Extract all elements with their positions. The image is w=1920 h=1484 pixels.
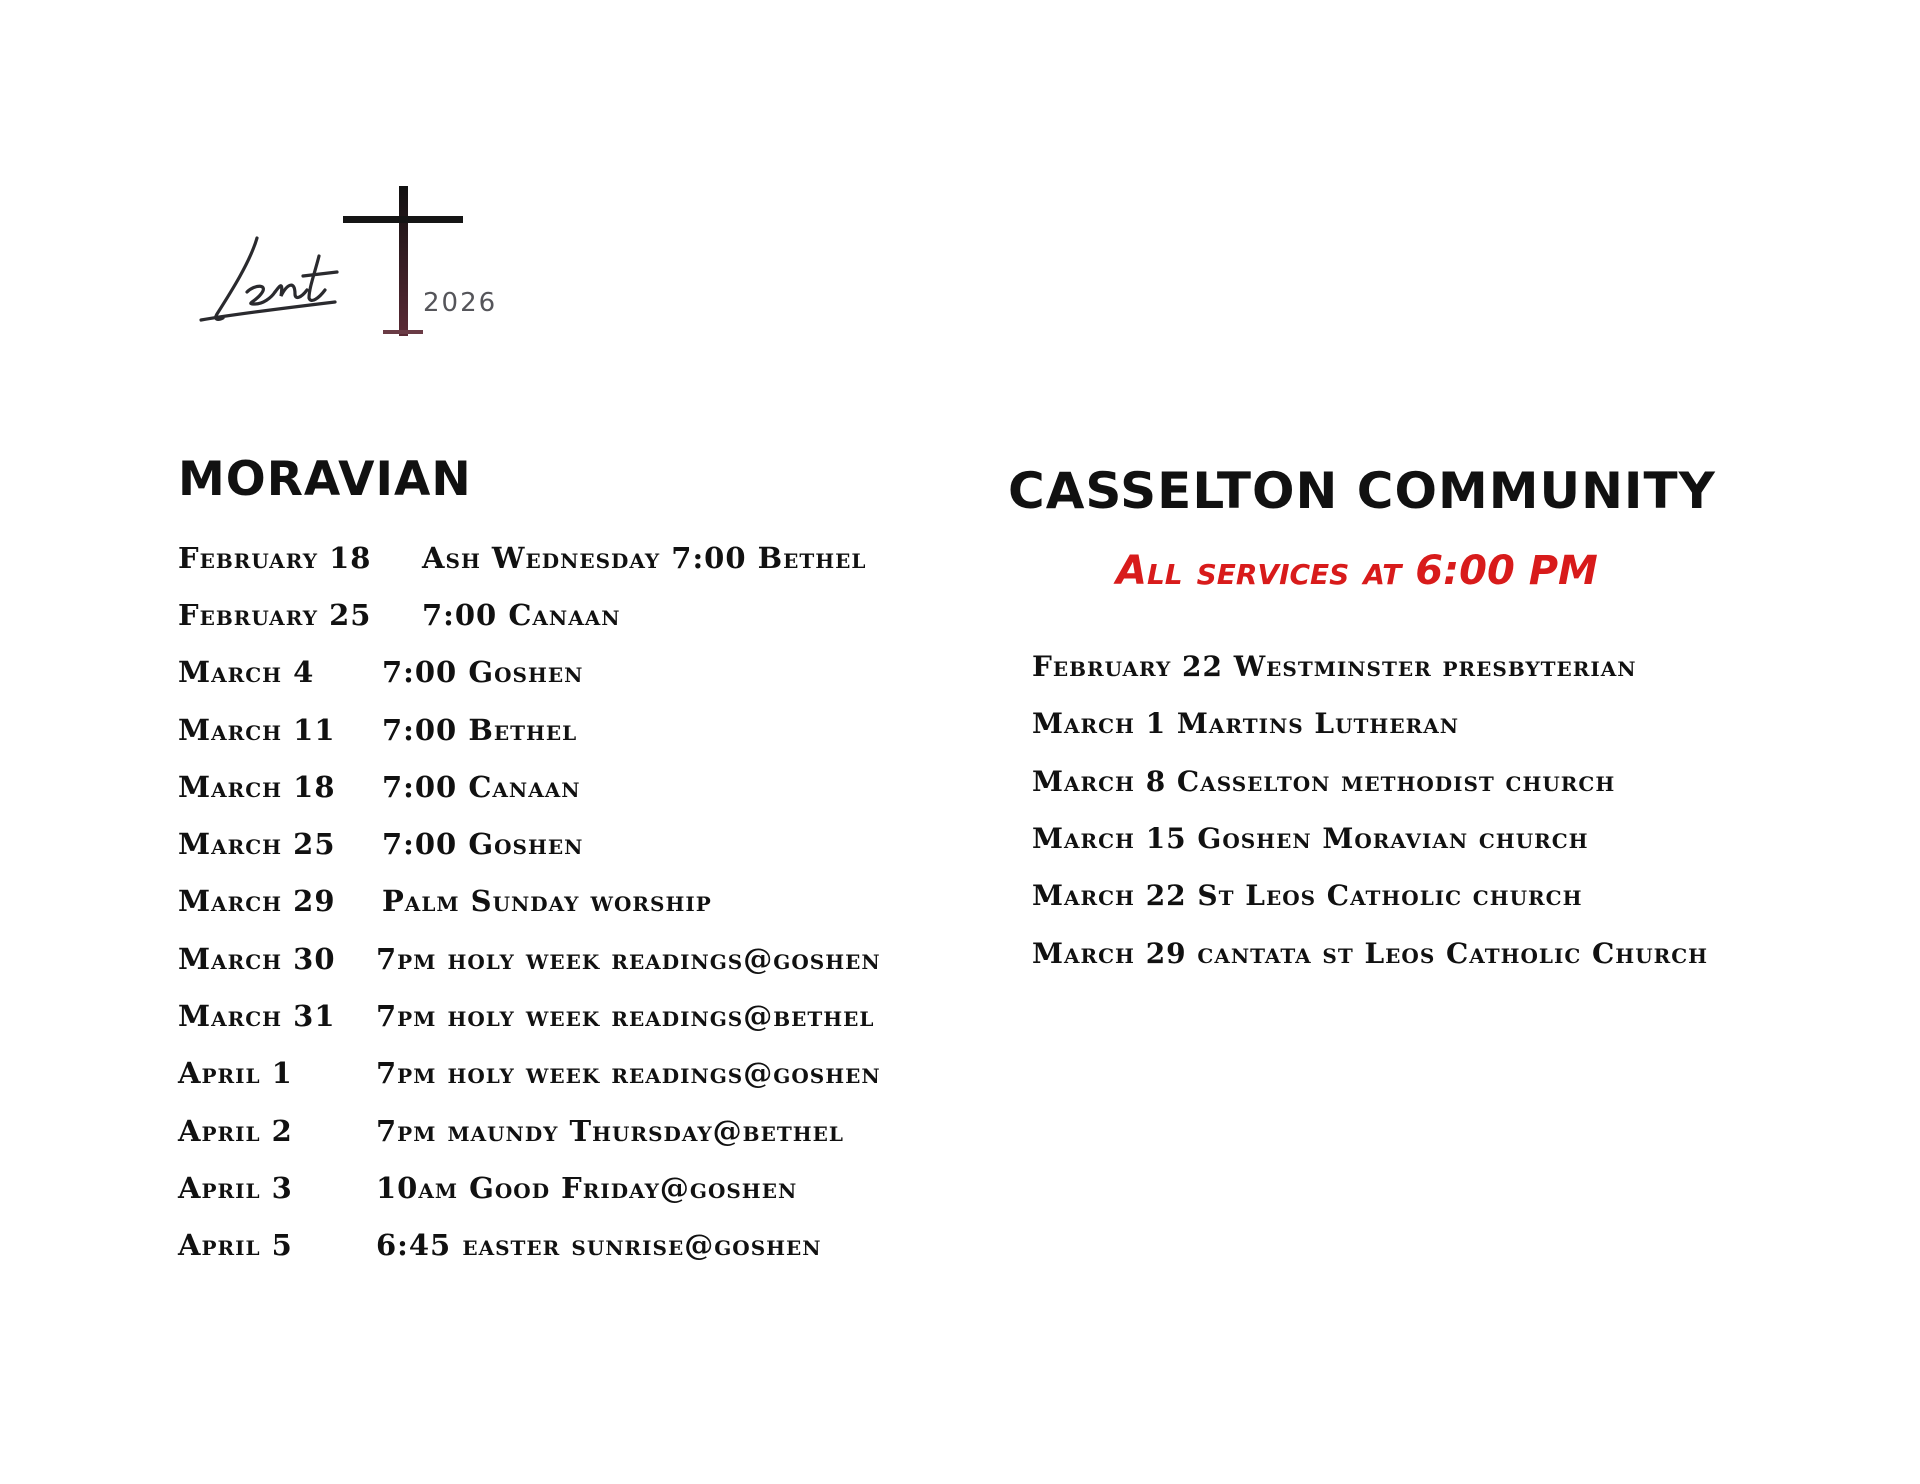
service-event: 7:00 Bethel [382,712,578,747]
list-item [178,529,978,586]
list-item [178,758,978,815]
service-event: 7pm holy week readings@bethel [376,999,875,1034]
services-time-note: All services at 6:00 PM [1116,548,1598,594]
service-event: 7:00 Goshen [382,827,584,862]
service-date: March 11 [178,712,336,747]
logo-year: 2026 [423,288,498,318]
list-item [178,1102,978,1159]
moravian-section [178,452,978,1274]
list-item [178,1217,978,1274]
list-item: March 8 Casselton methodist church [1032,764,1616,798]
service-date: March 31 [178,999,336,1034]
list-item [178,1159,978,1216]
lent-logo [195,180,525,350]
casselton-community-section [1008,462,1888,982]
list-item: March 1 Martins Lutheran [1032,707,1459,741]
service-date: March 25 [178,827,336,862]
list-item [178,930,978,987]
moravian-schedule-list [178,529,978,1274]
service-event: 6:45 easter sunrise@goshen [376,1228,822,1263]
service-date: February 25 [178,597,372,632]
service-date: March 4 [178,655,315,690]
service-event: 10am Good Friday@goshen [376,1170,798,1205]
service-event: Palm Sunday worship [382,884,712,919]
list-item: March 29 cantata st Leos Catholic Church [1032,936,1709,970]
moravian-heading: MORAVIAN [178,452,472,507]
list-item: February 22 Westminster presbyterian [1032,650,1637,684]
list-item [178,987,978,1044]
service-event: Ash Wednesday 7:00 Bethel [422,540,867,575]
service-event: 7:00 Canaan [382,769,581,804]
service-event: 7:00 Goshen [382,655,584,690]
list-item: March 22 St Leos Catholic church [1032,879,1583,913]
list-item [178,701,978,758]
service-date: April 1 [178,1056,293,1091]
service-date: March 30 [178,941,336,976]
service-date: March 29 [178,884,336,919]
service-date: March 18 [178,769,336,804]
lent-cross-logo-icon [195,180,525,350]
service-date: February 18 [178,540,372,575]
list-item [178,1045,978,1102]
service-event: 7pm holy week readings@goshen [376,1056,881,1091]
list-item [178,815,978,872]
list-item [178,586,978,643]
list-item [178,873,978,930]
service-event: 7pm holy week readings@goshen [376,941,881,976]
service-date: April 5 [178,1228,293,1263]
list-item: March 15 Goshen Moravian church [1032,822,1589,856]
service-event: 7pm maundy Thursday@bethel [376,1113,844,1148]
casselton-schedule-list [1032,638,1888,982]
casselton-heading: CASSELTON COMMUNITY [1008,462,1716,520]
service-date: April 2 [178,1113,293,1148]
service-date: April 3 [178,1170,293,1205]
list-item [178,644,978,701]
service-event: 7:00 Canaan [422,597,621,632]
